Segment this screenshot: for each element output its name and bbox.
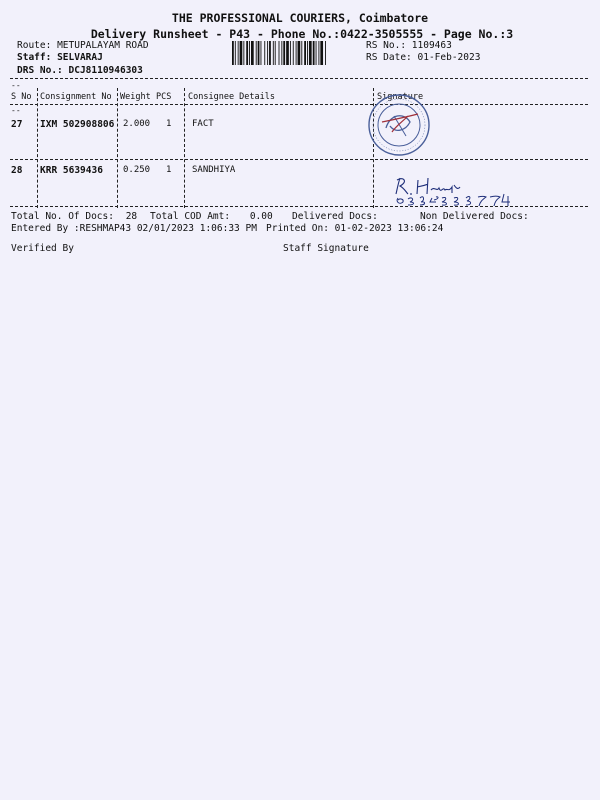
row-sno: 27 [11, 119, 23, 130]
col-separator [184, 88, 185, 208]
total-cod [150, 211, 273, 222]
verified-by: Verified By [11, 243, 74, 254]
rs-date-line [366, 52, 480, 63]
rs-no-value: 1109463 [411, 40, 452, 51]
entered-by: Entered By :RESHMAP43 02/01/2023 1:06:33 PM [11, 223, 257, 234]
staff-label: Staff: [17, 52, 52, 63]
rs-no-line [366, 40, 452, 51]
col-header-consignment: Consignment No [40, 92, 112, 102]
col-header-signature: Signature [377, 92, 424, 102]
staff-value: SELVARAJ [57, 52, 103, 63]
drs-value: DCJ8110946303 [68, 65, 143, 76]
total-docs [11, 211, 137, 222]
row-sno: 28 [11, 165, 23, 176]
col-header-pcs: PCS [156, 92, 172, 102]
barcode-image [232, 41, 356, 65]
row-weight: 2.000 [123, 119, 151, 129]
rs-date-value: 01-Feb-2023 [417, 52, 481, 63]
table-bottom-rule [10, 206, 588, 207]
dash-marker: -- [11, 106, 21, 115]
staff-line [17, 52, 103, 63]
header-rule [10, 104, 588, 105]
total-cod-label: Total COD Amt: [150, 211, 231, 222]
delivered-docs-label: Delivered Docs: [292, 211, 378, 222]
total-cod-value: 0.00 [249, 211, 273, 222]
route-value: METUPALAYAM ROAD [57, 40, 149, 51]
col-header-consignee: Consignee Details [188, 92, 275, 102]
col-separator [117, 88, 118, 208]
rs-date-label: RS Date: [366, 52, 412, 63]
runsheet-subtitle: Delivery Runsheet - P43 - Phone No.:0422-3505555 - Page No.:3 [90, 27, 514, 41]
company-title: THE PROFESSIONAL COURIERS, Coimbatore [171, 11, 429, 25]
rs-no-label: RS No.: [366, 40, 407, 51]
row-rule [10, 159, 588, 160]
route-line [17, 40, 149, 51]
col-separator [37, 88, 38, 208]
col-header-sno: S No [11, 92, 32, 102]
row-consignment: IXM 502908806 [40, 119, 115, 130]
row-weight: 0.250 [123, 165, 151, 175]
staff-signature-label: Staff Signature [283, 243, 369, 254]
delivery-stamp-image [366, 92, 432, 158]
consignee-signature-image [392, 172, 542, 206]
total-docs-label: Total No. Of Docs: [11, 211, 114, 222]
row-consignment: KRR 5639436 [40, 165, 103, 176]
drs-label: DRS No.: [17, 65, 63, 76]
table-top-rule [10, 78, 588, 79]
route-label: Route: [17, 40, 52, 51]
non-delivered-docs-label: Non Delivered Docs: [420, 211, 529, 222]
printed-on: Printed On: 01-02-2023 13:06:24 [266, 223, 444, 234]
row-pcs: 1 [166, 165, 172, 175]
row-consignee: SANDHIYA [192, 165, 236, 175]
drs-line [17, 65, 143, 76]
row-consignee: FACT [192, 119, 214, 129]
total-docs-value: 28 [125, 211, 138, 222]
dash-marker: -- [11, 81, 21, 90]
col-header-weight: Weight [120, 92, 151, 102]
row-pcs: 1 [166, 119, 172, 129]
